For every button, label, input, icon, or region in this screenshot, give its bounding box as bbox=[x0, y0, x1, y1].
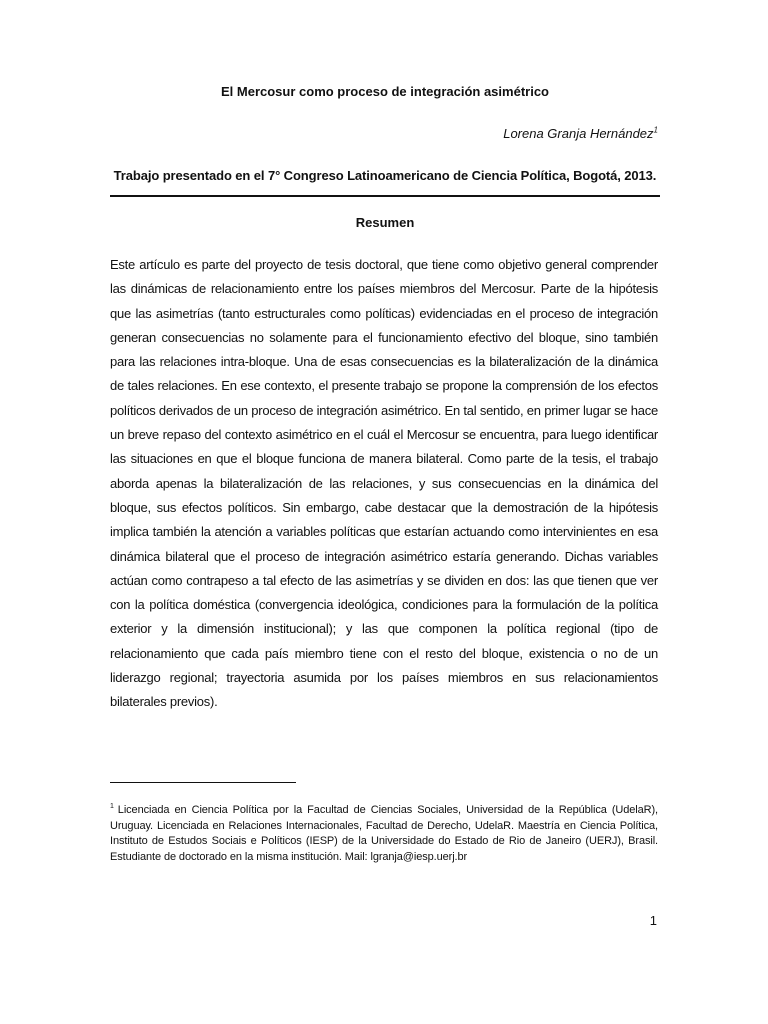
section-heading: Resumen bbox=[355, 215, 415, 230]
presentation-note: Trabajo presentado en el 7° Congreso Latinoamericano de Ciencia Política, Bogotá, 2013. bbox=[113, 168, 657, 183]
author-name: Lorena Granja Hernández bbox=[503, 126, 654, 141]
footnote-text: Licenciada en Ciencia Política por la Facultad de Ciencias Sociales, Universidad de la República (UdelaR), Uruguay. Licenciada en Relaciones Internacionales, Facultad de Derecho, UdelaR. Maestría en Ciencia Política, Instituto de Estudos Sociais e Políticos (IESP) de la Universidade do Estado de Rio de Janeiro (UERJ), Brasil. Estudiante de doctorado en la misma institución. Mail: lgranja@iesp.uerj.br bbox=[110, 804, 658, 863]
paper-title: El Mercosur como proceso de integración asimétrico bbox=[221, 84, 549, 99]
author-footnote-mark: 1 bbox=[653, 125, 658, 135]
author-line bbox=[110, 126, 658, 141]
footnote-mark: 1 bbox=[110, 803, 114, 811]
header-divider bbox=[110, 195, 660, 197]
page-number: 1 bbox=[649, 913, 657, 928]
footnote bbox=[110, 803, 658, 865]
footnote-divider bbox=[110, 782, 296, 783]
abstract-paragraph: Este artículo es parte del proyecto de tesis doctoral, que tiene como objetivo general comprender las dinámicas de relacionamiento entre los países miembros del Mercosur. Parte de la hipótesis que las asimetrías (tanto estructurales como políticas) evidenciadas en el proceso de integración generan consecuencias no solamente para el funcionamiento efectivo del bloque, sino también para las relaciones intra-bloque. Una de esas consecuencias es la bilateralización de la dinámica de tales relaciones. En ese contexto, el presente trabajo se propone la comprensión de los efectos políticos derivados de un proceso de integración asimétrico. En tal sentido, en primer lugar se hace un breve repaso del contexto asimétrico en el cuál el Mercosur se encuentra, para luego identificar las situaciones en que el bloque funciona de manera bilateral. Como parte de la tesis, el trabajo aborda apenas la bilateralización de las relaciones, y sus consecuencias en la dinámica del bloque, sus efectos políticos. Sin embargo, cabe destacar que la demostración de la hipótesis implica también la atención a variables políticas que estarían actuando como intervinientes en esa dinámica bilateral que el proceso de integración asimétrico estaría generando. Dichas variables actúan como contrapeso a tal efecto de las asimetrías y se dividen en dos: las que tienen que ver con la política doméstica (convergencia ideológica, condiciones para la formulación de la política exterior y la dimensión institucional); y las que componen la política regional (tipo de relacionamiento que cada país miembro tiene con el resto del bloque, existencia o no de un liderazgo regional; trayectoria asumida por los países miembros en sus relacionamientos bilaterales previos). bbox=[110, 257, 658, 710]
